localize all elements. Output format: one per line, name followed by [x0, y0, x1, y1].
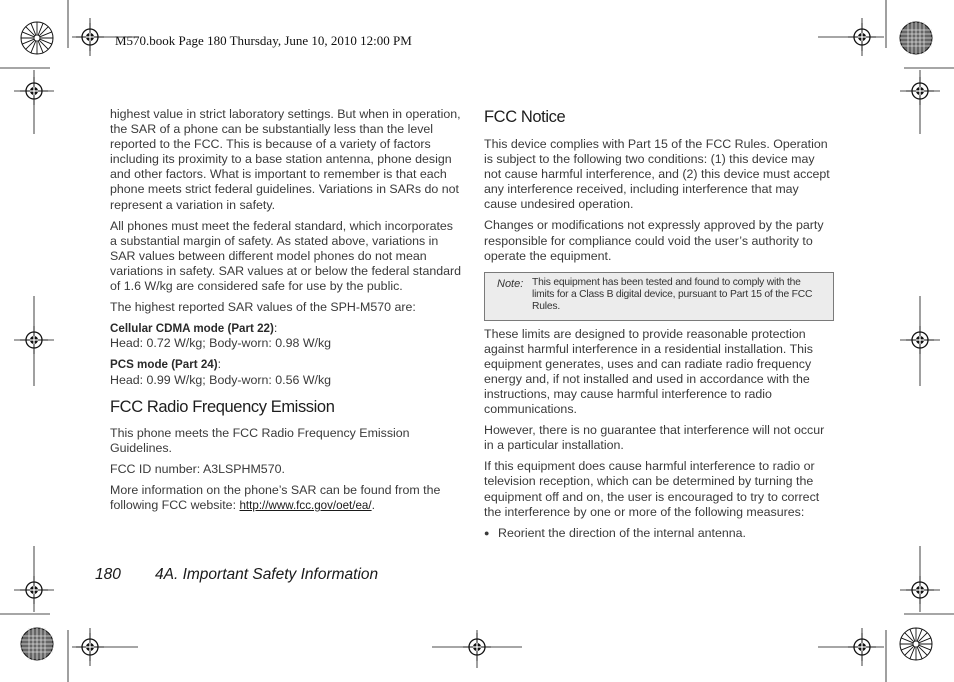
- cdma-colon: :: [273, 321, 278, 336]
- fcc-website-text: More information on the phone’s SAR can be found from the following FCC website:: [110, 482, 441, 512]
- page-footer: [95, 566, 378, 584]
- pcs-colon: :: [217, 357, 222, 372]
- section-title: 4A. Important Safety Information: [155, 566, 379, 583]
- left-column: [110, 107, 462, 519]
- notice-paragraph-3: These limits are designed to provide reasonable protection against harmful interference in a residential installation. This equipment generates, uses and can radiate radio frequency energy and, if not installed and used in accordance with the instructions, may cause harmful interference to radio communications.: [484, 326, 813, 417]
- pcs-mode-label: PCS mode (Part 24): [110, 358, 218, 372]
- note-text: This equipment has been tested and found to comply with the limits for a Class B digital device, pursuant to Part 15 of the FCC Rules.: [532, 276, 813, 313]
- page-number: 180: [95, 566, 121, 583]
- bullet-icon: ●: [484, 527, 490, 538]
- list-item: [484, 526, 834, 541]
- notice-paragraph-4: However, there is no guarantee that interference will not occur in a particular installation.: [484, 423, 825, 453]
- print-header: M570.book Page 180 Thursday, June 10, 2010 12:00 PM: [115, 33, 412, 48]
- rf-emission-heading: FCC Radio Frequency Emission: [110, 397, 335, 416]
- link-period: .: [371, 497, 376, 512]
- rf-paragraph-1: This phone meets the FCC Radio Frequency Emission Guidelines.: [110, 425, 410, 455]
- pcs-sar-values: Head: 0.99 W/kg; Body-worn: 0.56 W/kg: [110, 372, 332, 387]
- sar-paragraph-1: highest value in strict laboratory settings. But when in operation, the SAR of a phone can be substantially less than the level reported to the FCC. This is because of a variety of factors including its proximity to a base station antenna, phone design and other factors. What is important to remember is that each phone meets strict federal guidelines. Variations in SARs do not represent a variation in safety.: [110, 107, 461, 212]
- cdma-sar-block: [110, 321, 462, 351]
- notice-paragraph-5: If this equipment does cause harmful interference to radio or television reception, which can be determined by turning the equipment off and on, the user is encouraged to try to correct the interference by one or more of the following measures:: [484, 459, 820, 519]
- sar-paragraph-3: The highest reported SAR values of the SPH-M570 are:: [110, 300, 416, 315]
- notice-paragraph-1: This device complies with Part 15 of the FCC Rules. Operation is subject to the following two conditions: (1) this device may not cause harmful interference, and (2) this device must accept any interference received, including interference that may cause undesired operation.: [484, 137, 830, 212]
- note-box: [484, 272, 834, 321]
- pcs-sar-block: [110, 357, 462, 387]
- right-column: [484, 107, 834, 541]
- note-label: Note:: [497, 277, 524, 290]
- fcc-notice-heading: FCC Notice: [484, 108, 566, 126]
- rf-paragraph-3: [110, 483, 462, 513]
- cdma-mode-label: Cellular CDMA mode (Part 22): [110, 322, 274, 336]
- fcc-website-link[interactable]: http://www.fcc.gov/oet/ea/: [239, 498, 372, 512]
- sar-paragraph-2: All phones must meet the federal standard, which incorporates a substantial margin of safety. As stated above, variations in SAR values between different model phones do not mean variations in safety. SAR values at or below the federal standard of 1.6 W/kg are considered safe for use by the public.: [110, 218, 462, 294]
- cdma-sar-values: Head: 0.72 W/kg; Body-worn: 0.98 W/kg: [110, 336, 332, 351]
- notice-paragraph-2: Changes or modifications not expressly approved by the party responsible for compliance could void the user’s authority to operate the equipment.: [484, 218, 824, 263]
- bullet-text: Reorient the direction of the internal antenna.: [498, 525, 746, 540]
- fcc-id-paragraph: FCC ID number: A3LSPHM570.: [110, 461, 285, 476]
